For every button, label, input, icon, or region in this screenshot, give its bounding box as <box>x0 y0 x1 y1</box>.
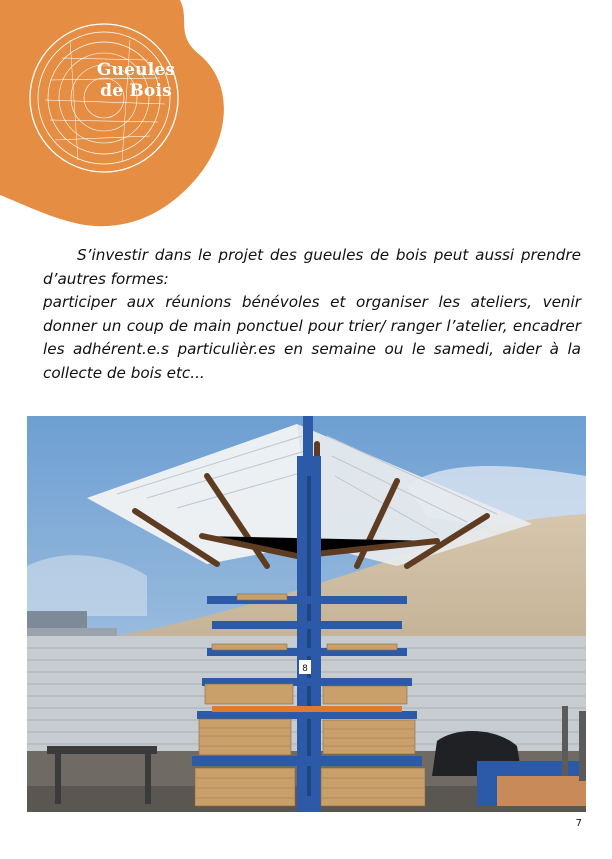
logo-line2: de Bois <box>100 81 172 101</box>
page-number: 7 <box>575 818 582 829</box>
wood-rack-photo <box>27 416 586 812</box>
logo-title <box>96 60 176 102</box>
paragraph-intro: S’investir dans le projet des gueules de bois peut aussi prendre d’autres formes: <box>43 246 581 288</box>
rack-label: 8 <box>302 664 308 674</box>
body-text <box>43 244 581 385</box>
paragraph-list: participer aux réunions bénévoles et organiser les ateliers, venir donner un coup de main ponctuel pour trier/ ranger l’atelier, encadrer les adhérent.e.s particulièr.es en semaine ou le samedi, aider à la collecte de bois etc... <box>43 293 581 382</box>
logo-line1: Gueules <box>96 60 176 80</box>
logo-blob <box>0 0 230 230</box>
